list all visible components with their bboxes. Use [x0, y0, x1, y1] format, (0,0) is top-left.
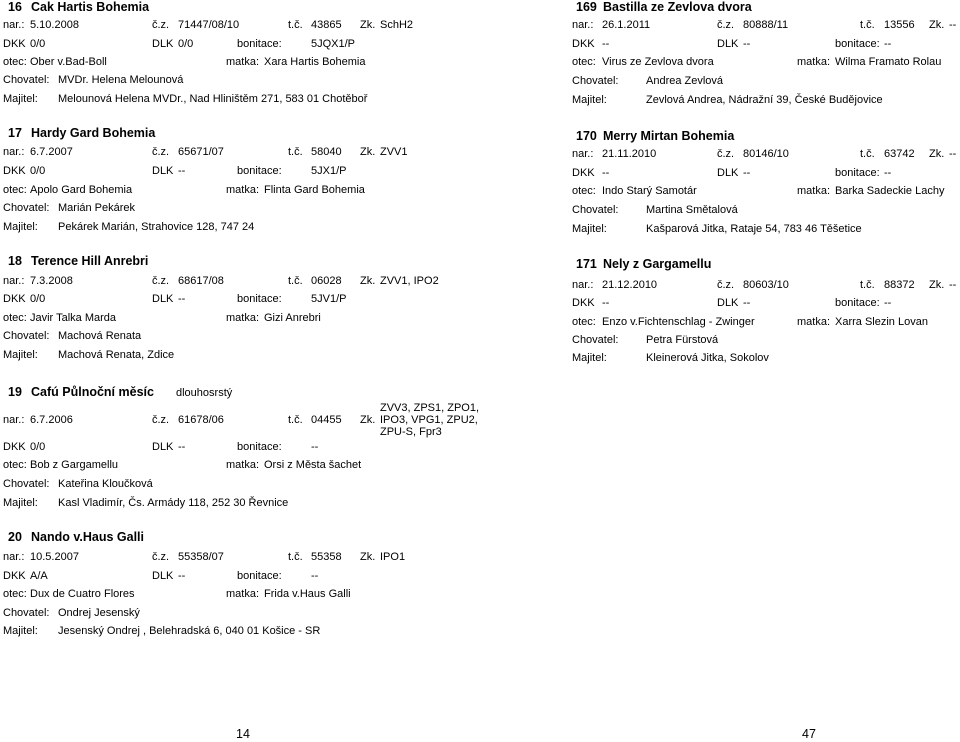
dog-number: 18 — [8, 254, 22, 268]
tattoo-label: t.č. — [288, 551, 303, 563]
exams: -- — [949, 279, 957, 291]
exams: ZVV1 — [380, 146, 408, 158]
dam-name: Wilma Framato Rolau — [835, 56, 942, 68]
sire-label: otec: — [3, 184, 27, 196]
breeder-label: Chovatel: — [3, 330, 50, 342]
dam-label: matka: — [226, 56, 260, 68]
birth-date: 6.7.2006 — [30, 414, 73, 426]
bonitation-label: bonitace: — [237, 570, 282, 582]
sire-label: otec: — [3, 312, 27, 324]
sire-name: Bob z Gargamellu — [30, 459, 119, 471]
tattoo-label: t.č. — [288, 414, 303, 426]
owner-info: Kleinerová Jitka, Sokolov — [646, 352, 769, 364]
sire-name: Ober v.Bad-Boll — [30, 56, 107, 68]
dam-label: matka: — [226, 459, 260, 471]
bonitation-value: 5JQX1/P — [311, 38, 356, 50]
birth-date: 7.3.2008 — [30, 275, 73, 287]
reg-label: č.z. — [717, 279, 735, 291]
dlk-value: -- — [743, 297, 751, 309]
birth-label: nar.: — [572, 19, 594, 31]
page-number-left: 14 — [236, 727, 250, 741]
dkk-label: DKK — [3, 293, 26, 305]
birth-date: 6.7.2007 — [30, 146, 73, 158]
dkk-value: 0/0 — [30, 165, 46, 177]
tattoo-number: 43865 — [311, 19, 342, 31]
dkk-label: DKK — [572, 38, 595, 50]
dkk-value: 0/0 — [30, 441, 46, 453]
birth-label: nar.: — [3, 275, 25, 287]
bonitation-label: bonitace: — [237, 293, 282, 305]
tattoo-number: 13556 — [884, 19, 915, 31]
reg-number: 80603/10 — [743, 279, 789, 291]
dog-name: Bastilla ze Zevlova dvora — [603, 0, 752, 14]
exams: IPO1 — [380, 551, 406, 563]
dlk-label: DLK — [152, 293, 174, 305]
owner-info: Kašparová Jitka, Rataje 54, 783 46 Těšetice — [646, 223, 862, 235]
reg-label: č.z. — [152, 275, 170, 287]
tattoo-number: 63742 — [884, 148, 915, 160]
breeder-name: Petra Fürstová — [646, 334, 719, 346]
dlk-value: -- — [743, 167, 751, 179]
reg-number: 61678/06 — [178, 414, 224, 426]
dlk-value: -- — [178, 441, 186, 453]
birth-date: 26.1.2011 — [602, 19, 651, 31]
sire-name: Javir Talka Marda — [30, 312, 116, 324]
breeder-label: Chovatel: — [3, 607, 50, 619]
dog-name: Cak Hartis Bohemia — [31, 0, 150, 14]
dog-number: 169 — [576, 0, 597, 14]
bonitation-label: bonitace: — [237, 165, 282, 177]
breeder-label: Chovatel: — [572, 334, 619, 346]
owner-label: Majitel: — [572, 352, 607, 364]
owner-info: Jesenský Ondrej , Belehradská 6, 040 01 Košice - SR — [58, 625, 321, 637]
dog-name: Hardy Gard Bohemia — [31, 126, 156, 140]
owner-label: Majitel: — [3, 93, 38, 105]
bonitation-value: 5JV1/P — [311, 293, 347, 305]
owner-info: Melounová Helena MVDr., Nad Hliništěm 271, 583 01 Chotěboř — [58, 93, 368, 105]
dog-number: 19 — [8, 385, 22, 399]
exam-label: Zk. — [360, 146, 376, 158]
dlk-label: DLK — [717, 167, 739, 179]
reg-number: 71447/08/10 — [178, 19, 240, 31]
breeder-label: Chovatel: — [3, 202, 50, 214]
dog-number: 16 — [8, 0, 22, 14]
bonitation-value: -- — [884, 38, 892, 50]
bonitation-value: -- — [884, 297, 892, 309]
dkk-label: DKK — [572, 297, 595, 309]
birth-label: nar.: — [3, 146, 25, 158]
dog-name: Terence Hill Anrebri — [31, 254, 149, 268]
dlk-label: DLK — [152, 441, 174, 453]
breeder-name: Martina Smětalová — [646, 204, 738, 216]
dam-label: matka: — [226, 312, 260, 324]
sire-label: otec: — [3, 588, 27, 600]
exams: -- — [949, 19, 957, 31]
owner-label: Majitel: — [3, 497, 38, 509]
birth-label: nar.: — [3, 414, 25, 426]
owner-label: Majitel: — [3, 221, 38, 233]
owner-info: Machová Renata, Zdice — [58, 349, 175, 361]
dog-name: Cafú Půlnoční měsíc — [31, 385, 154, 399]
dog-number: 171 — [576, 257, 597, 271]
birth-label: nar.: — [572, 279, 594, 291]
reg-number: 68617/08 — [178, 275, 224, 287]
dkk-label: DKK — [572, 167, 595, 179]
dog-name: Merry Mirtan Bohemia — [603, 129, 735, 143]
bonitation-label: bonitace: — [835, 297, 880, 309]
tattoo-label: t.č. — [288, 19, 303, 31]
reg-number: 55358/07 — [178, 551, 224, 563]
sire-label: otec: — [572, 316, 596, 328]
breeder-label: Chovatel: — [3, 74, 50, 86]
reg-number: 80146/10 — [743, 148, 789, 160]
bonitation-value: -- — [884, 167, 892, 179]
sire-name: Dux de Cuatro Flores — [30, 588, 135, 600]
breeder-name: MVDr. Helena Melounová — [58, 74, 184, 86]
dlk-label: DLK — [152, 38, 174, 50]
tattoo-number: 58040 — [311, 146, 342, 158]
exam-label: Zk. — [360, 414, 376, 426]
dam-name: Orsi z Města šachet — [264, 459, 362, 471]
reg-label: č.z. — [152, 414, 170, 426]
exams: SchH2 — [380, 19, 414, 31]
owner-info: Kasl Vladimír, Čs. Armády 118, 252 30 Řevnice — [58, 497, 289, 509]
dam-name: Xarra Slezin Lovan — [835, 316, 928, 328]
bonitation-value: -- — [311, 441, 319, 453]
dkk-label: DKK — [3, 570, 26, 582]
reg-label: č.z. — [152, 19, 170, 31]
exam-label: Zk. — [929, 19, 945, 31]
dam-label: matka: — [226, 184, 260, 196]
owner-label: Majitel: — [572, 94, 607, 106]
exam-label: Zk. — [929, 279, 945, 291]
owner-label: Majitel: — [572, 223, 607, 235]
dkk-label: DKK — [3, 38, 26, 50]
dam-name: Frida v.Haus Galli — [264, 588, 351, 600]
reg-label: č.z. — [717, 19, 735, 31]
dam-name: Flinta Gard Bohemia — [264, 184, 365, 196]
sire-name: Enzo v.Fichtenschlag - Zwinger — [602, 316, 755, 328]
breeder-name: Ondrej Jesenský — [58, 607, 140, 619]
breeder-label: Chovatel: — [572, 75, 619, 87]
tattoo-label: t.č. — [860, 279, 875, 291]
breeder-label: Chovatel: — [572, 204, 619, 216]
dkk-value: -- — [602, 297, 610, 309]
birth-label: nar.: — [3, 19, 25, 31]
dkk-value: -- — [602, 38, 610, 50]
exams: ZVV1, IPO2 — [380, 275, 439, 287]
dlk-value: -- — [743, 38, 751, 50]
bonitation-label: bonitace: — [835, 167, 880, 179]
tattoo-number: 04455 — [311, 414, 342, 426]
tattoo-label: t.č. — [288, 146, 303, 158]
dkk-label: DKK — [3, 441, 26, 453]
dam-label: matka: — [797, 185, 831, 197]
dam-name: Barka Sadeckie Lachy — [835, 185, 945, 197]
sire-name: Indo Starý Samotár — [602, 185, 697, 197]
dam-name: Gizi Anrebri — [264, 312, 321, 324]
sire-name: Virus ze Zevlova dvora — [602, 56, 714, 68]
breeder-label: Chovatel: — [3, 478, 50, 490]
dlk-value: -- — [178, 570, 186, 582]
dam-label: matka: — [226, 588, 260, 600]
dkk-value: 0/0 — [30, 38, 46, 50]
bonitation-value: 5JX1/P — [311, 165, 347, 177]
owner-info: Zevlová Andrea, Nádražní 39, České Budějovice — [646, 94, 883, 106]
dog-number: 20 — [8, 530, 22, 544]
sire-name: Apolo Gard Bohemia — [30, 184, 133, 196]
tattoo-label: t.č. — [288, 275, 303, 287]
dlk-label: DLK — [717, 38, 739, 50]
sire-label: otec: — [3, 56, 27, 68]
birth-date: 10.5.2007 — [30, 551, 79, 563]
dlk-value: 0/0 — [178, 38, 194, 50]
dog-name: Nely z Gargamellu — [603, 257, 712, 271]
birth-label: nar.: — [572, 148, 594, 160]
birth-date: 5.10.2008 — [30, 19, 79, 31]
page-number-right: 47 — [802, 727, 816, 741]
breeder-name: Machová Renata — [58, 330, 142, 342]
dam-label: matka: — [797, 56, 831, 68]
breeder-name: Andrea Zevlová — [646, 75, 724, 87]
birth-label: nar.: — [3, 551, 25, 563]
reg-label: č.z. — [152, 146, 170, 158]
reg-label: č.z. — [152, 551, 170, 563]
coat-type: dlouhosrstý — [176, 387, 233, 399]
reg-label: č.z. — [717, 148, 735, 160]
bonitation-label: bonitace: — [237, 441, 282, 453]
bonitation-value: -- — [311, 570, 319, 582]
tattoo-number: 06028 — [311, 275, 342, 287]
birth-date: 21.12.2010 — [602, 279, 658, 291]
dam-name: Xara Hartis Bohemia — [264, 56, 366, 68]
birth-date: 21.11.2010 — [602, 148, 657, 160]
dkk-value: A/A — [30, 570, 48, 582]
sire-label: otec: — [572, 185, 596, 197]
breeder-name: Kateřina Kloučková — [58, 478, 153, 490]
dkk-value: -- — [602, 167, 610, 179]
exam-label: Zk. — [360, 551, 376, 563]
dlk-label: DLK — [152, 165, 174, 177]
exam-label: Zk. — [929, 148, 945, 160]
breeder-name: Marián Pekárek — [58, 202, 136, 214]
sire-label: otec: — [572, 56, 596, 68]
tattoo-number: 55358 — [311, 551, 342, 563]
dog-name: Nando v.Haus Galli — [31, 530, 144, 544]
dlk-label: DLK — [152, 570, 174, 582]
tattoo-label: t.č. — [860, 19, 875, 31]
dlk-value: -- — [178, 165, 186, 177]
dkk-value: 0/0 — [30, 293, 46, 305]
dog-number: 170 — [576, 129, 597, 143]
dlk-label: DLK — [717, 297, 739, 309]
owner-info: Pekárek Marián, Strahovice 128, 747 24 — [58, 221, 255, 233]
dam-label: matka: — [797, 316, 831, 328]
sire-label: otec: — [3, 459, 27, 471]
tattoo-number: 88372 — [884, 279, 915, 291]
exam-label: Zk. — [360, 275, 376, 287]
owner-label: Majitel: — [3, 349, 38, 361]
dog-number: 17 — [8, 126, 22, 140]
bonitation-label: bonitace: — [237, 38, 282, 50]
dlk-value: -- — [178, 293, 186, 305]
reg-number: 65671/07 — [178, 146, 224, 158]
owner-label: Majitel: — [3, 625, 38, 637]
exams: ZVV3, ZPS1, ZPO1, IPO3, VPG1, ZPU2, ZPU-S, Fpr3 — [380, 402, 480, 438]
bonitation-label: bonitace: — [835, 38, 880, 50]
exam-label: Zk. — [360, 19, 376, 31]
tattoo-label: t.č. — [860, 148, 875, 160]
dkk-label: DKK — [3, 165, 26, 177]
reg-number: 80888/11 — [743, 19, 789, 31]
exams: -- — [949, 148, 957, 160]
